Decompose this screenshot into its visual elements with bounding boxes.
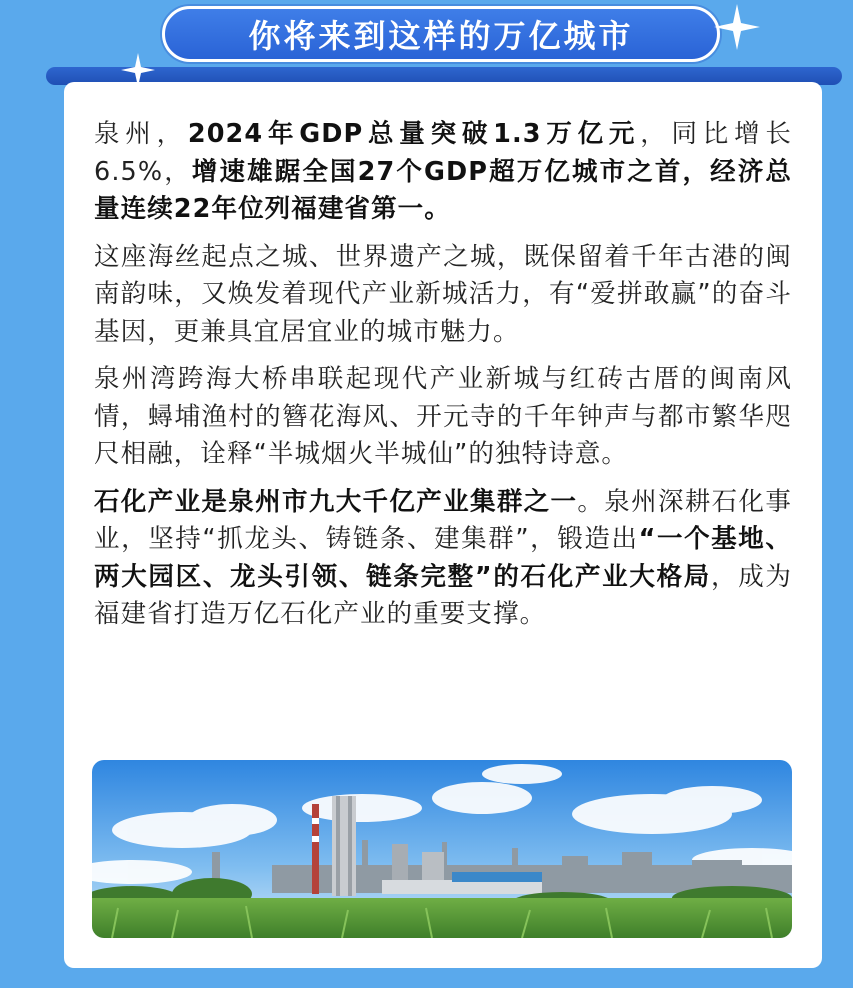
sparkle-icon — [712, 2, 762, 52]
text-segment-bold: 2024年GDP总量突破1.3万亿元 — [187, 119, 641, 149]
text-segment: 。泉州深耕石化事业，坚持“抓龙头、铸链条、建集群”，锻造出 — [94, 486, 792, 554]
text-segment: 这座海丝起点之城、世界遗产之城，既保留着千年古港的闽南韵味，又焕发着现代产业新城活力，有“爱拼敢赢”的奋斗基因，更兼具宜居宜业的城市魅力。 — [94, 241, 792, 347]
paragraph — [94, 116, 792, 229]
title-banner — [162, 6, 720, 62]
text-segment: ，同比增长6.5%， — [94, 119, 792, 187]
photo-illustration — [92, 760, 792, 938]
text-segment: 泉州湾跨海大桥串联起现代产业新城与红砖古厝的闽南风情，蟳埔渔村的簪花海风、开元寺的千年钟声与都市繁华咫尺相融，诠释“半城烟火半城仙”的独特诗意。 — [94, 364, 792, 469]
paragraph — [94, 361, 792, 474]
page-title: 你将来到这样的万亿城市 — [248, 17, 634, 55]
content-card — [64, 82, 822, 968]
petrochemical-plant-photo — [92, 760, 792, 938]
text-segment-bold: 石化产业是泉州市九大千亿产业集群之一 — [94, 486, 578, 517]
paragraph — [94, 239, 792, 352]
article-body — [94, 116, 792, 634]
text-segment-bold: 增速雄踞全国27个GDP超万亿城市之首，经济总量连续22年位列福建省第一。 — [94, 156, 792, 224]
text-segment: 泉州， — [94, 119, 188, 149]
text-segment: ，成为福建省打造万亿石化产业的重要支撑。 — [94, 561, 792, 629]
paragraph — [94, 484, 792, 634]
text-segment-bold: “一个基地、两大园区、龙头引领、链条完整”的石化产业大格局 — [94, 524, 792, 592]
